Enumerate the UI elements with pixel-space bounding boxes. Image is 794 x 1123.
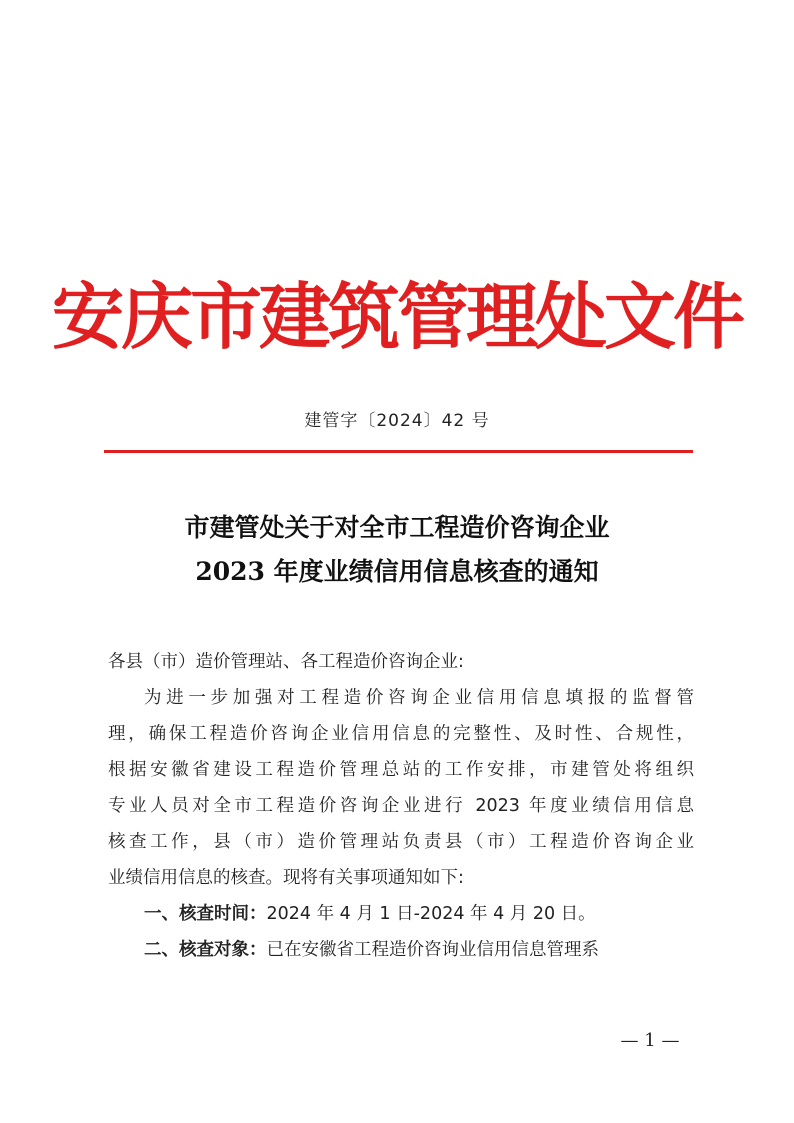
paragraph-line: 理，确保工程造价咨询企业信用信息的完整性、及时性、合规性， bbox=[108, 724, 694, 744]
document-number: 建管字〔2024〕42 号 bbox=[304, 411, 490, 431]
item-check-time-label: 一、核查时间： bbox=[144, 904, 267, 924]
item-check-target-label: 二、核查对象： bbox=[144, 940, 267, 960]
notice-title-line-1: 市建管处关于对全市工程造价咨询企业 bbox=[184, 513, 610, 542]
paragraph-line: 业绩信用信息的核查。现将有关事项通知如下: bbox=[108, 868, 464, 888]
notice-title-line-2: 2023 年度业绩信用信息核查的通知 bbox=[195, 557, 599, 586]
item-check-target-text: 已在安徽省工程造价咨询业信用信息管理系 bbox=[266, 940, 599, 960]
paragraph-line: 核查工作，县（市）造价管理站负责县（市）工程造价咨询企业 bbox=[108, 832, 694, 852]
item-check-time-text: 2024 年 4 月 1 日-2024 年 4 月 20 日。 bbox=[266, 904, 596, 924]
paragraph-line: 根据安徽省建设工程造价管理总站的工作安排，市建管处将组织 bbox=[108, 760, 694, 780]
item-check-target bbox=[144, 932, 694, 968]
paragraph-line: 为进一步加强对工程造价咨询企业信用信息填报的监督管 bbox=[144, 688, 694, 708]
red-divider-line bbox=[104, 450, 693, 453]
issuer-header-title: 安庆市建筑管理处文件 bbox=[51, 274, 742, 359]
item-check-time bbox=[144, 896, 694, 932]
page-number: — 1 — bbox=[620, 1030, 680, 1051]
salutation: 各县（市）造价管理站、各工程造价咨询企业: bbox=[108, 652, 464, 672]
paragraph-line: 专业人员对全市工程造价咨询企业进行 2023 年度业绩信用信息 bbox=[108, 796, 694, 816]
